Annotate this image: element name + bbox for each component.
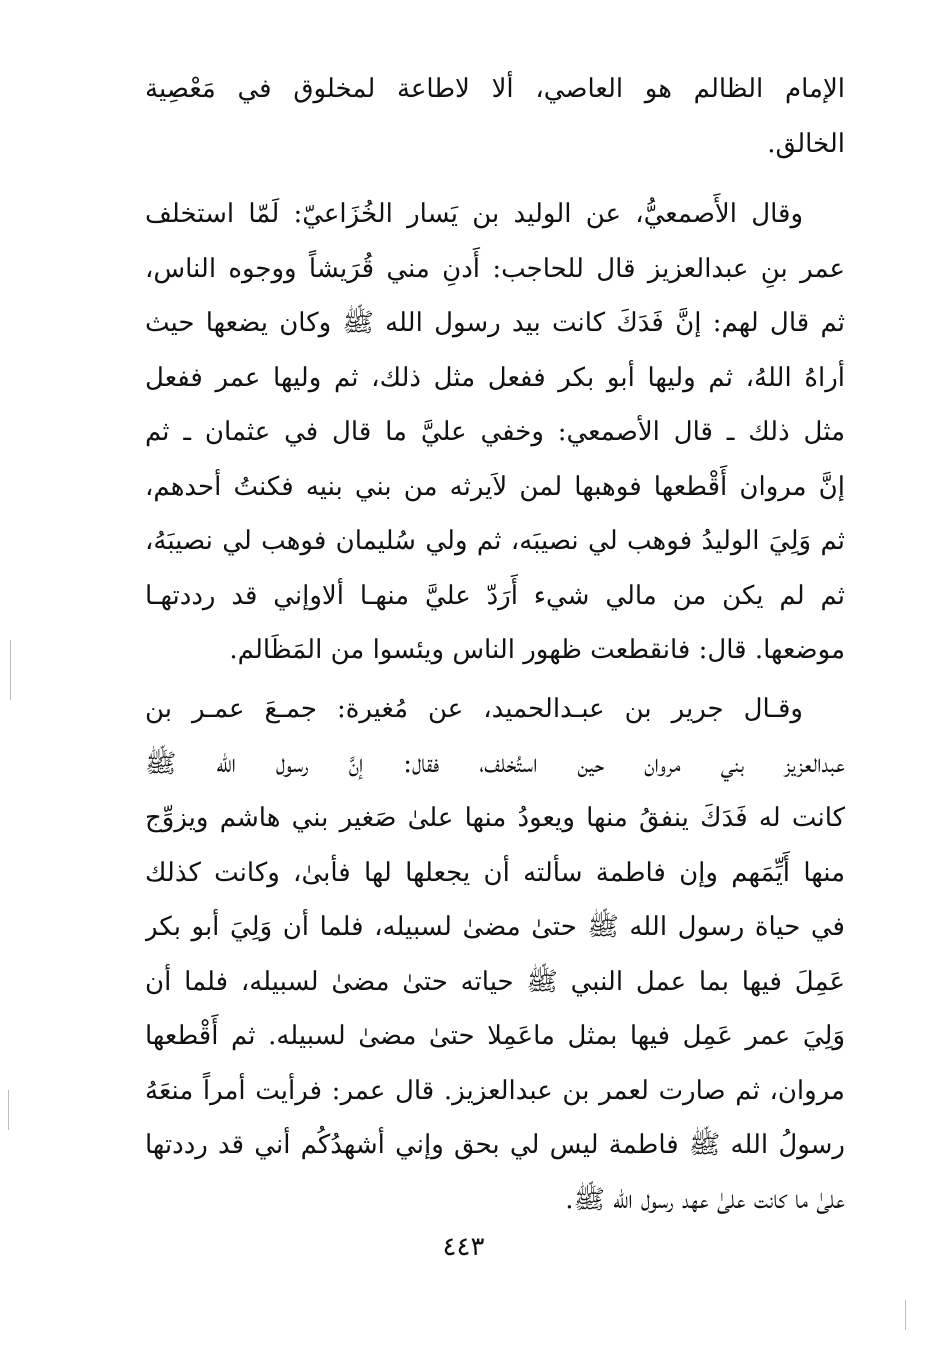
text-line: موضعها. قال: فانقطعت ظهور الناس ويئسوا من المَظَالم. <box>229 635 845 665</box>
text-line: ثم وَلِيَ الوليدُ فوهب لي نصيبَه، ثم ولي سُليمان فوهب لي نصيبَهُ، <box>145 526 845 556</box>
paragraph-3 <box>145 682 845 1227</box>
text-line: إنَّ مروان أَقْطعها فوهبها لمن لاَيرثه من بني بنيه فكنتُ أحدهم، <box>145 471 845 502</box>
text-line: عمر بنِ عبدالعزيز قال للحاجب: أَدنِ مني قُرَيشاً ووجوه الناس، <box>145 253 845 284</box>
text-line: علىٰ ما كانت علىٰ عهد رسول الله ﷺ. <box>565 1184 845 1215</box>
scan-edge-mark <box>905 1300 906 1330</box>
text-line: أراهُ اللهُ، ثم وليها أبو بكر ففعل مثل ذلك، ثم وليها عمر ففعل <box>145 362 845 393</box>
paragraph-1 <box>145 62 845 171</box>
text-line: ثم قال لهم: إنَّ فَدَكَ كانت بيد رسول الله ﷺ وكان يضعها حيث <box>145 308 845 338</box>
text-line: رسولُ الله ﷺ فاطمة ليس لي بحق وإني أشهدُكُم أني قد رددتها <box>145 1130 845 1160</box>
text-line: مروان، ثم صارت لعمر بن عبدالعزيز. قال عمر: فرأيت أمراً منعَهُ <box>145 1075 845 1106</box>
text-line: منها أَيِّمَهم وإن فاطمة سألته أن يجعلها لها فأبىٰ، وكانت كذلك <box>145 857 845 888</box>
text-line: مثل ذلك ـ قال الأصمعي: وخفي عليَّ ما قال في عثمان ـ ثم <box>145 417 845 447</box>
page-number: ٤٤٣ <box>442 1232 485 1262</box>
text-line: ثم لم يكن من مالي شيء أَرَدّ عليَّ منهـا ألاوإني قد رددتهـا <box>145 580 845 611</box>
text-line: عَمِلَ فيها بما عمل النبي ﷺ حياته حتىٰ مضىٰ لسبيله، فلما أن <box>145 966 845 997</box>
scan-edge-mark <box>8 1090 9 1130</box>
text-line: وَلِيَ عمر عَمِل فيها بمثل ماعَمِلا حتىٰ مضىٰ لسبيله. ثم أَقْطعها <box>145 1021 845 1051</box>
text-line: الخالق. <box>767 128 845 159</box>
text-line: وقال الأَصمعيُّ، عن الوليد بن يَسار الخُزَاعيّ: لَمّا استخلف <box>145 199 803 229</box>
paragraph-2 <box>145 187 845 678</box>
text-line: كانت له فَدَكَ ينفقُ منها ويعودُ منها علىٰ صَغير بني هاشم ويزوِّج <box>145 803 845 833</box>
text-line: عبدالعزيز بني مروان حين استُخلف، فقال: إنَّ رسول الله ﷺ <box>145 748 845 779</box>
scan-edge-mark <box>10 640 11 700</box>
text-line: الإمام الظالم هو العاصي، ألا لاطاعة لمخلوق في مَعْصِية <box>145 74 845 104</box>
text-line: وقـال جرير بن عبـدالحميد، عن مُغيرة: جمـعَ عمـر بن <box>145 694 803 724</box>
text-line: في حياة رسول الله ﷺ حتىٰ مضىٰ لسبيله، فلما أن وَلِيَ أبو بكر <box>145 912 845 942</box>
